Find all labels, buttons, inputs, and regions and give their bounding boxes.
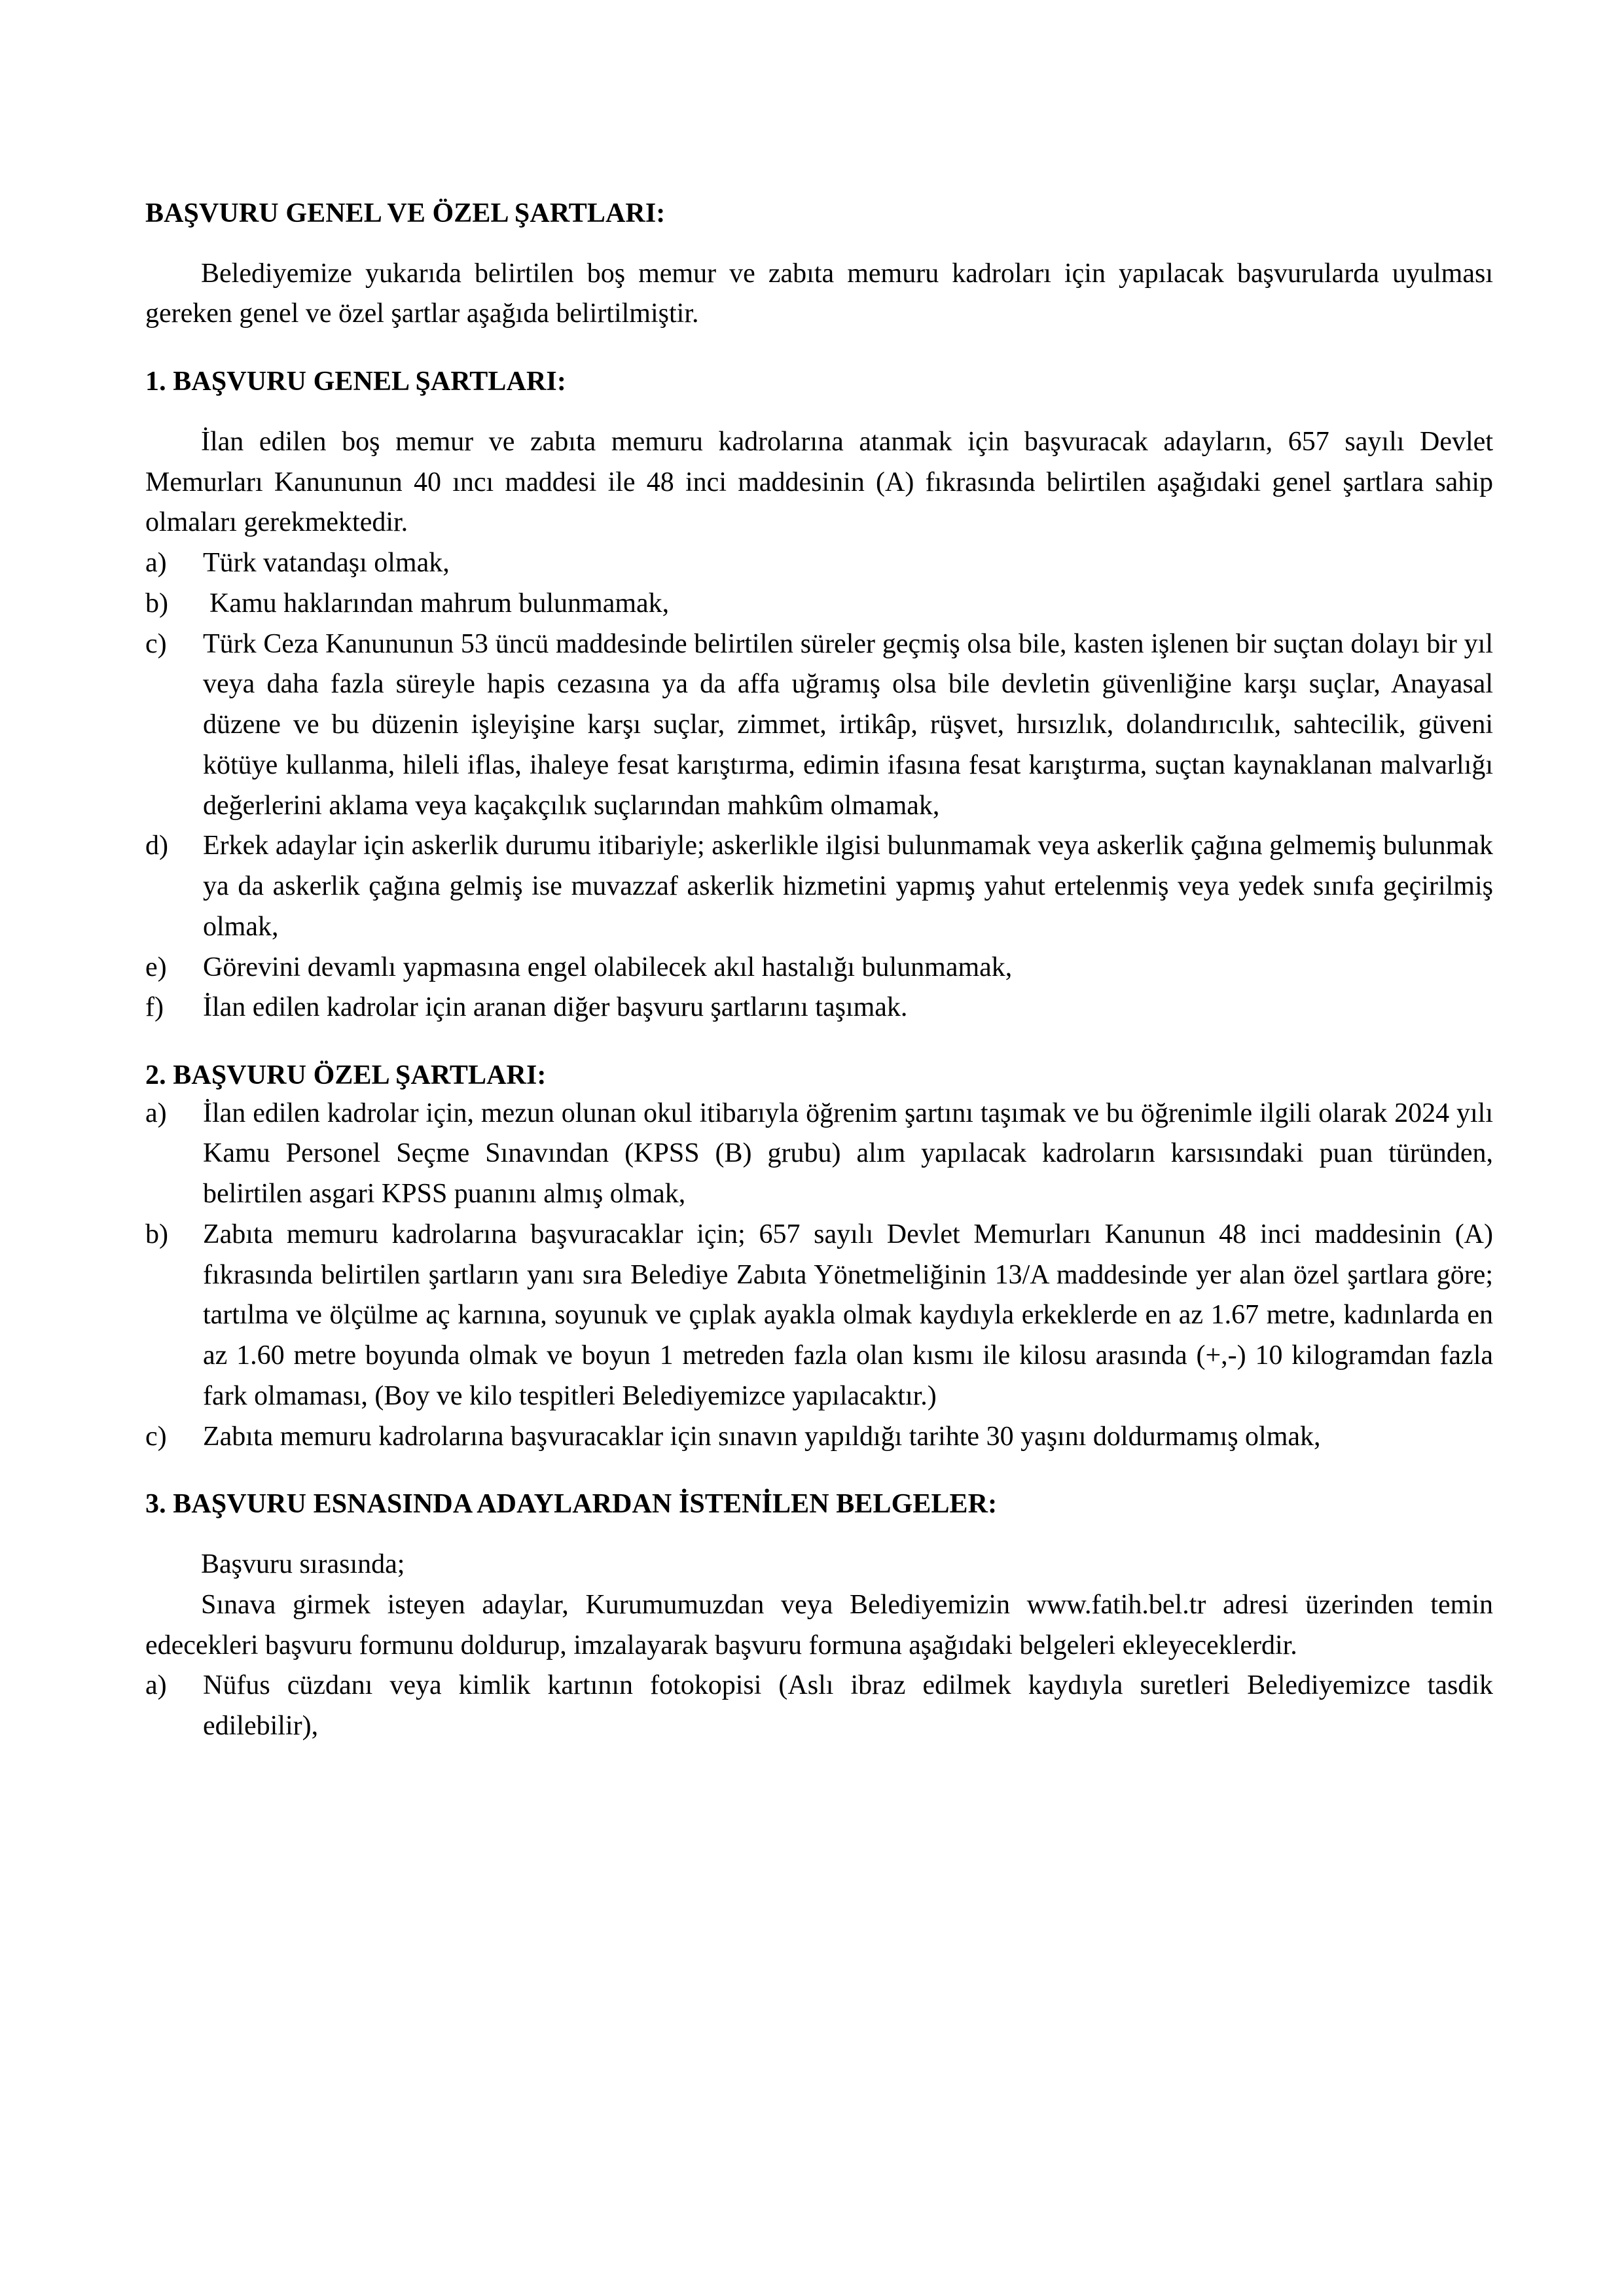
list-item-text: Nüfus cüzdanı veya kimlik kartının fotokopisi (Aslı ibraz edilmek kaydıyla suretleri Belediyemizce tasdik edilebilir), <box>203 1670 1493 1742</box>
list-item-text: Erkek adaylar için askerlik durumu itibariyle; askerlikle ilgisi bulunmamak veya askerlik çağına gelmemiş bulunmak ya da askerlik çağına gelmiş ise muvazzaf askerlik hizmetini yapmış yahut ertelenmiş veya yedek sınıfa geçirilmiş olmak, <box>203 831 1493 942</box>
list-item-text: Görevini devamlı yapmasına engel olabilecek akıl hastalığı bulunmamak, <box>203 952 1013 982</box>
list-item <box>145 948 1493 988</box>
list-marker: e) <box>145 952 167 982</box>
section-2-list <box>145 1094 1493 1458</box>
list-item <box>145 584 1493 624</box>
list-item <box>145 624 1493 827</box>
section-1-intro-paragraph: İlan edilen boş memur ve zabıta memuru kadrolarına atanmak için başvuracak adayların, 657 sayılı Devlet Memurları Kanununun 40 ıncı maddesi ile 48 inci maddesinin (A) fıkrasında belirtilen aşağıdaki genel şartlara sahip olmaları gerekmektedir. <box>145 426 1493 538</box>
page-title: BAŞVURU GENEL VE ÖZEL ŞARTLARI: <box>145 198 666 228</box>
list-marker: a) <box>145 1098 167 1128</box>
list-marker: a) <box>145 548 167 579</box>
document-intro-paragraph: Belediyemize yukarıda belirtilen boş memur ve zabıta memuru kadroları için yapılacak başvurularda uyulması gereken genel ve özel şartlar aşağıda belirtilmiştir. <box>145 258 1493 329</box>
list-item-text: Türk Ceza Kanununun 53 üncü maddesinde belirtilen süreler geçmiş olsa bile, kasten işlenen bir suçtan dolayı bir yıl veya daha fazla süreyle hapis cezasına ya da affa uğramış olsa bile devletin güvenliğine karşı suçlar, Anayasal düzene ve bu düzenin işleyişine karşı suçlar, zimmet, irtikâp, rüşvet, hırsızlık, dolandırıcılık, sahtecilik, güveni kötüye kullanma, hileli iflas, ihaleye fesat karıştırma, edimin ifasına fesat karıştırma, suçtan kaynaklanan malvarlığı değerlerini aklama veya kaçakçılık suçlarından mahkûm olmamak, <box>203 628 1493 821</box>
section-2-heading: 2. BAŞVURU ÖZEL ŞARTLARI: <box>145 1060 547 1090</box>
list-item <box>145 1666 1493 1746</box>
list-item <box>145 988 1493 1028</box>
list-marker: d) <box>145 831 168 861</box>
list-item-text: İlan edilen kadrolar için aranan diğer başvuru şartlarını taşımak. <box>203 992 908 1023</box>
list-item-text: Türk vatandaşı olmak, <box>203 548 450 579</box>
list-marker: a) <box>145 1670 167 1701</box>
document-body <box>145 196 1493 1747</box>
section-3-heading: 3. BAŞVURU ESNASINDA ADAYLARDAN İSTENİLEN BELGELER: <box>145 1489 998 1520</box>
list-item <box>145 826 1493 947</box>
list-marker: b) <box>145 588 168 619</box>
list-item-text: İlan edilen kadrolar için, mezun olunan okul itibarıyla öğrenim şartını taşımak ve bu öğrenimle ilgili olarak 2024 yılı Kamu Personel Seçme Sınavından (KPSS (B) grubu) alım yapılacak kadroların karsısındaki puan türünden, belirtilen asgari KPSS puanını almış olmak, <box>203 1098 1493 1210</box>
list-item <box>145 1417 1493 1458</box>
list-item-text: Zabıta memuru kadrolarına başvuracaklar için; 657 sayılı Devlet Memurları Kanunun 48 inci maddesinin (A) fıkrasında belirtilen şartların yanı sıra Belediye Zabıta Yönetmeliğinin 13/A maddesinde yer alan özel şartlara göre; tartılma ve ölçülme aç karnına, soyunuk ve çıplak ayakla olmak kaydıyla erkeklerde en az 1.67 metre, kadınlarda en az 1.60 metre boyunda olmak ve boyun 1 metreden fazla olan kısmı ile kilosu arasında (+,-) 10 kilogramdan fazla fark olmaması, (Boy ve kilo tespitleri Belediyemizce yapılacaktır.) <box>203 1219 1493 1411</box>
section-1-list <box>145 543 1493 1028</box>
list-item-text: Zabıta memuru kadrolarına başvuracaklar için sınavın yapıldığı tarihte 30 yaşını doldurmamış olmak, <box>203 1421 1321 1452</box>
section-3-line-1: Başvuru sırasında; <box>201 1549 405 1580</box>
section-1-heading: 1. BAŞVURU GENEL ŞARTLARI: <box>145 367 566 397</box>
list-item-text: Kamu haklarından mahrum bulunmamak, <box>209 588 670 619</box>
list-marker: c) <box>145 1421 167 1452</box>
list-item <box>145 1094 1493 1215</box>
list-item <box>145 543 1493 584</box>
list-marker: b) <box>145 1219 168 1249</box>
list-marker: f) <box>145 992 164 1023</box>
section-3-list <box>145 1666 1493 1746</box>
list-marker: c) <box>145 628 167 659</box>
list-item <box>145 1215 1493 1417</box>
section-3-line-2: Sınava girmek isteyen adaylar, Kurumumuzdan veya Belediyemizin www.fatih.bel.tr adresi üzerinden temin edecekleri başvuru formunu doldurup, imzalayarak başvuru formuna aşağıdaki belgeleri ekleyeceklerdir. <box>145 1589 1493 1660</box>
